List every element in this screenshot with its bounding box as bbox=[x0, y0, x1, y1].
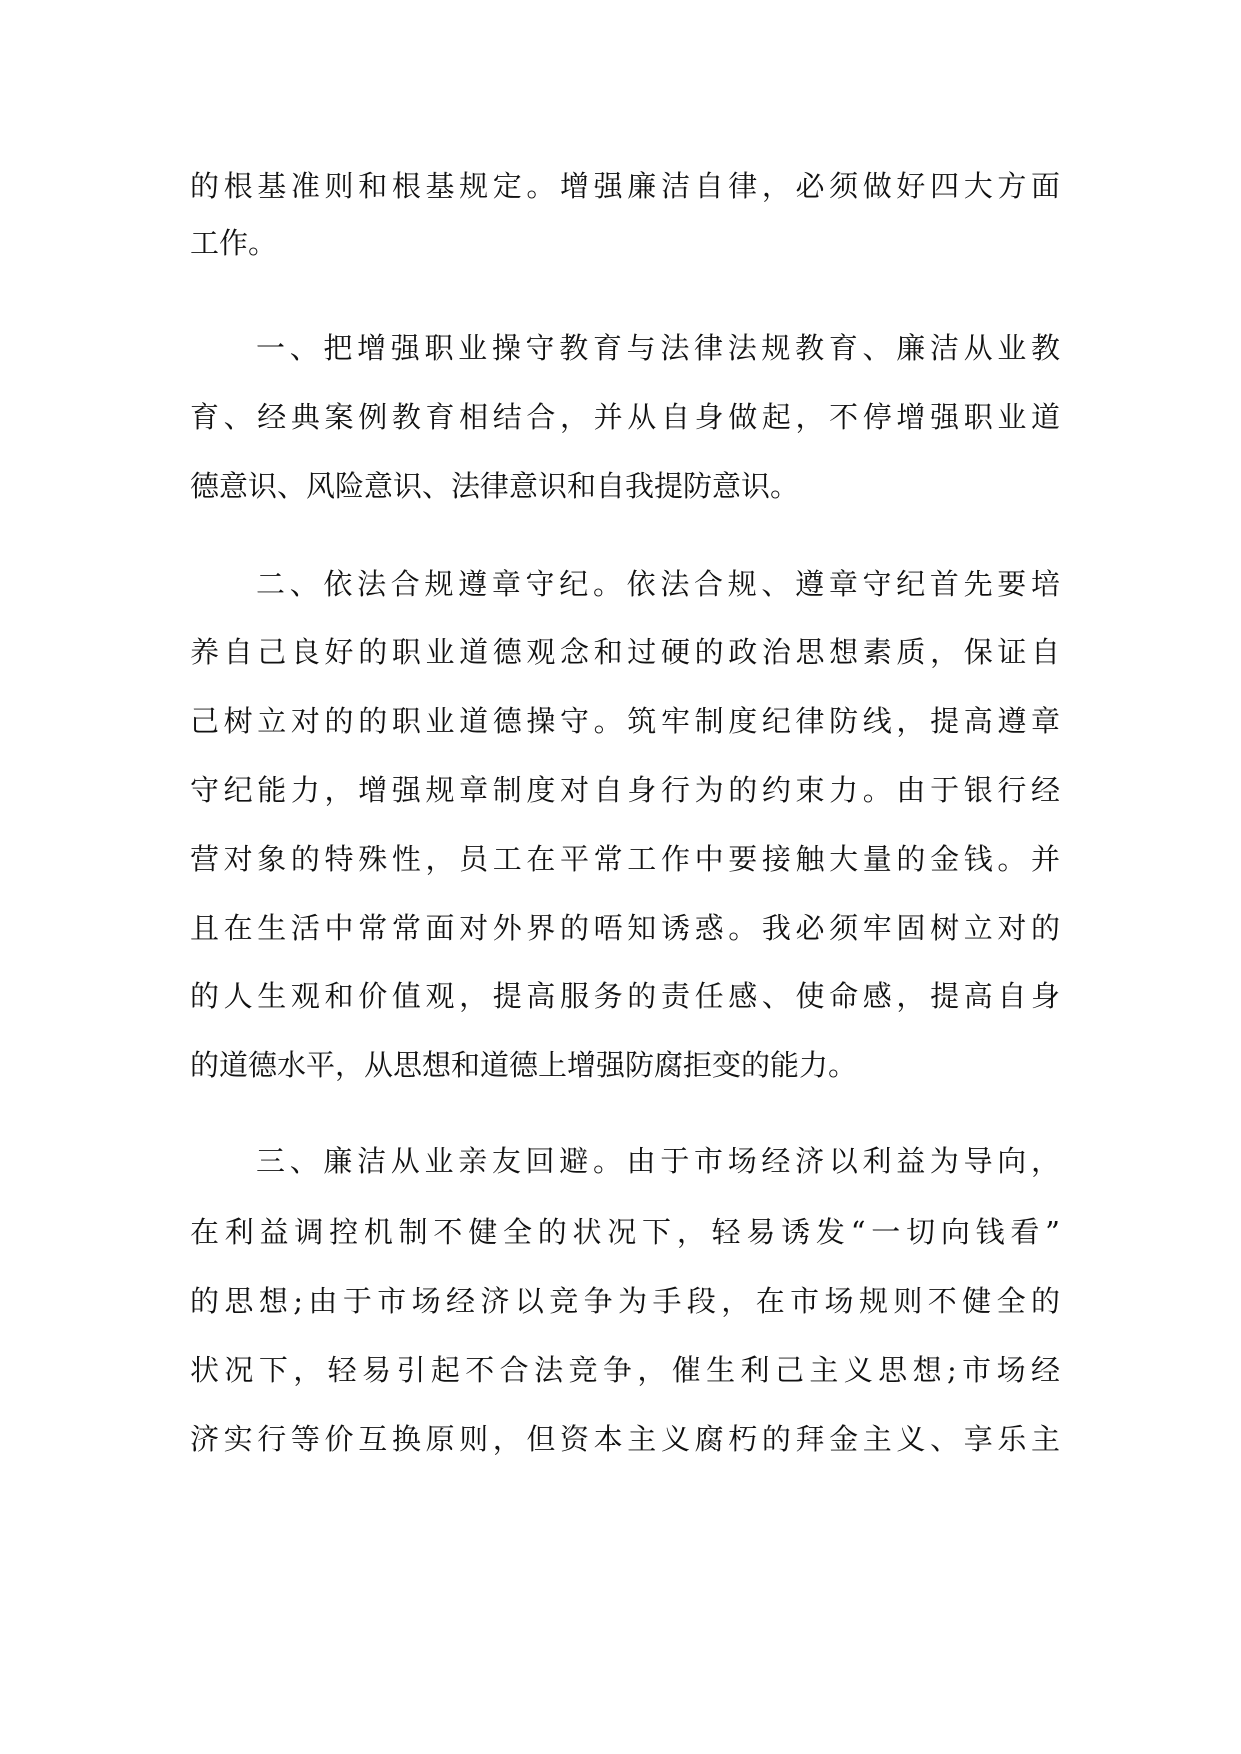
paragraph-start-line: 二、依法合规遵章守纪。依法合规、遵章守纪首先要培 bbox=[256, 567, 1060, 601]
text-line: 济实行等价互换原则，但资本主义腐朽的拜金主义、享乐主 bbox=[190, 1422, 1060, 1456]
text-line: 的根基准则和根基规定。增强廉洁自律，必须做好四大方面 bbox=[190, 169, 1060, 203]
text-line: 的人生观和价值观，提高服务的责任感、使命感，提高自身 bbox=[190, 979, 1060, 1013]
text-line: 在利益调控机制不健全的状况下，轻易诱发“一切向钱看” bbox=[190, 1215, 1060, 1249]
text-line: 育、经典案例教育相结合，并从自身做起，不停增强职业道 bbox=[190, 400, 1060, 434]
text-line: 的思想;由于市场经济以竞争为手段，在市场规则不健全的 bbox=[190, 1284, 1060, 1318]
text-line: 的道德水平，从思想和道德上增强防腐拒变的能力。 bbox=[190, 1048, 858, 1082]
text-line: 营对象的特殊性，员工在平常工作中要接触大量的金钱。并 bbox=[190, 842, 1060, 876]
text-line: 养自己良好的职业道德观念和过硬的政治思想素质，保证自 bbox=[190, 635, 1060, 669]
text-line: 工作。 bbox=[190, 226, 278, 260]
text-line: 德意识、风险意识、法律意识和自我提防意识。 bbox=[190, 469, 800, 503]
text-line: 己树立对的的职业道德操守。筑牢制度纪律防线，提高遵章 bbox=[190, 704, 1060, 738]
text-line: 且在生活中常常面对外界的唔知诱惑。我必须牢固树立对的 bbox=[190, 911, 1060, 945]
paragraph-start-line: 三、廉洁从业亲友回避。由于市场经济以利益为导向， bbox=[256, 1144, 1060, 1178]
text-line: 状况下，轻易引起不合法竞争，催生利己主义思想;市场经 bbox=[190, 1353, 1060, 1387]
text-line: 守纪能力，增强规章制度对自身行为的约束力。由于银行经 bbox=[190, 773, 1060, 807]
paragraph-start-line: 一、把增强职业操守教育与法律法规教育、廉洁从业教 bbox=[256, 331, 1060, 365]
